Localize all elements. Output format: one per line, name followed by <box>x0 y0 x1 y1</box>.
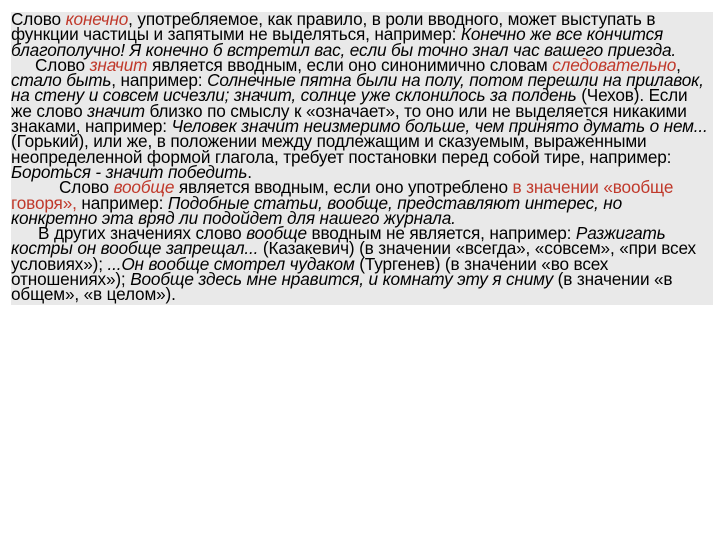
text-run: , например: <box>111 70 208 91</box>
emphasis-run: в значении «вообще говоря», <box>11 177 674 213</box>
text-run: является вводным, если оно синонимично словам <box>147 54 553 75</box>
paragraph-4 <box>11 223 711 305</box>
emphasis-run: значит <box>87 100 145 121</box>
emphasis-run: Конечно же все кончится благополучно! Я конечно б встретил вас, если бы точно знал час вашего приезда. <box>11 24 677 60</box>
text-run: является вводным, если оно употреблено <box>174 177 513 198</box>
text-run: например: <box>76 192 168 213</box>
emphasis-run: конечно <box>65 9 129 29</box>
text-run: (в значении «в общем», «в целом»). <box>11 269 673 305</box>
emphasis-run: Солнечные пятна были на полу, потом перешли на прилавок, на стену и совсем исчезли; значит, солнце уже склонилось за полдень <box>11 70 704 106</box>
text-run: вводным не является, например: <box>306 223 576 244</box>
paragraph-1 <box>11 9 711 60</box>
text-run: (Горький), или же, в положении между подлежащим и сказуемым, выраженными неопределенной формой глагола, требует постановки перед собой тире, например: <box>11 131 672 167</box>
text-run: , <box>676 54 681 75</box>
emphasis-run: Подобные статьи, вообще, представляют интерес, но конкретно эта вряд ли подойдет для нашего журнала. <box>11 192 623 228</box>
text-run: , употребляемое, как правило, в роли вводного, может выступать в функции частицы и запятыми не выделяться, например: <box>11 9 656 45</box>
text-run: . <box>247 161 252 182</box>
emphasis-run: Человек значит неизмеримо больше, чем принято думать о нем... <box>171 116 708 137</box>
paragraph-2 <box>11 54 711 182</box>
text-run: Слово <box>35 54 90 75</box>
emphasis-run: следовательно <box>552 54 677 75</box>
paragraph-3 <box>11 177 711 228</box>
text-run: близко по смыслу к «означает», то оно или не выделяется никакими знаками, например: <box>11 100 687 137</box>
emphasis-run: ...Он вообще смотрел чудаком <box>107 253 355 274</box>
emphasis-run: вообще <box>246 223 307 244</box>
text-run: В других значениях слово <box>38 223 247 244</box>
emphasis-run: Вообще здесь мне нравится, и комнату эту я сниму <box>130 269 554 290</box>
emphasis-run: стало быть <box>11 70 112 91</box>
emphasis-run: Бороться - значит победить <box>11 161 248 182</box>
text-run: Слово <box>59 177 114 198</box>
text-run: (Тургенев) (в значении «во всех отношениях»); <box>11 253 609 290</box>
text-block <box>11 9 713 305</box>
text-run: (Чехов). Если же слово <box>11 85 688 121</box>
emphasis-run: значит <box>89 54 148 75</box>
text-run: Слово <box>11 9 66 29</box>
emphasis-run: Разжигать костры он вообще запрещал... <box>11 223 666 259</box>
emphasis-run: вообще <box>113 177 175 198</box>
text-run: (Казакевич) (в значении «всегда», «совсем», «при всех условиях»); <box>11 238 696 274</box>
